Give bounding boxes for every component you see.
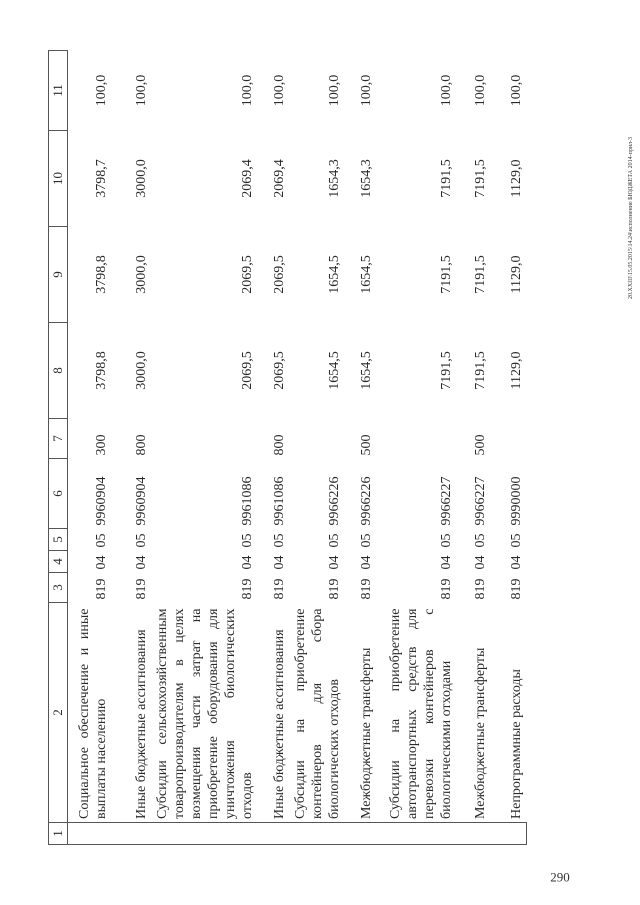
row-index-cell — [290, 823, 345, 845]
value-col-8: 7191,5 — [438, 351, 454, 390]
expense-name: Межбюджетные трансферты — [472, 647, 488, 819]
value-col-9: 2069,5 — [239, 255, 255, 294]
header-col-11: 11 — [49, 51, 68, 131]
value-col-9: 3798,8 — [93, 255, 109, 294]
code-expense-type: 500 — [358, 434, 374, 456]
code-expense-type — [377, 419, 457, 459]
value-col-8: 2069,5 — [271, 351, 287, 390]
row-index-cell — [68, 823, 112, 845]
expense-name: Субсидии на приобретение контейнеров для сбора биологических отходов — [292, 608, 342, 819]
code-subsection: 05 — [133, 533, 149, 548]
value-col-9: 1129,0 — [508, 255, 524, 294]
value-col-11: 100,0 — [358, 74, 374, 107]
value-col-10: 3798,7 — [93, 159, 109, 198]
expense-name: Субсидии сельскохозяйственным товаропроизводителям в целях возмещения части затрат на приобретение оборудования для уничтожения биологических отходов — [154, 608, 255, 819]
code-grbs: 819 — [438, 578, 454, 600]
code-subsection: 05 — [358, 533, 374, 548]
value-col-10: 2069,4 — [239, 159, 255, 198]
value-col-9: 3000,0 — [133, 255, 149, 294]
value-col-10: 2069,4 — [271, 159, 287, 198]
value-col-10: 3000,0 — [133, 159, 149, 198]
code-target: 9960904 — [93, 476, 109, 526]
value-col-10: 1129,0 — [508, 159, 524, 198]
code-grbs: 819 — [271, 578, 287, 600]
table-row — [68, 51, 112, 845]
row-index-cell — [345, 823, 377, 845]
value-col-11: 100,0 — [133, 74, 149, 107]
code-grbs: 819 — [239, 578, 255, 600]
value-col-10: 7191,5 — [438, 159, 454, 198]
table-row — [491, 51, 527, 845]
header-col-3: 3 — [49, 573, 68, 603]
code-section: 04 — [508, 555, 524, 570]
code-target: 9966226 — [358, 476, 374, 526]
code-grbs: 819 — [326, 578, 342, 600]
header-col-4: 4 — [49, 551, 68, 573]
code-target: 9961086 — [271, 476, 287, 526]
value-col-9: 7191,5 — [472, 255, 488, 294]
code-grbs: 819 — [133, 578, 149, 600]
header-row — [49, 51, 68, 845]
value-col-10: 1654,3 — [358, 159, 374, 198]
header-col-10: 10 — [49, 131, 68, 227]
code-subsection: 05 — [438, 533, 454, 548]
code-section: 04 — [93, 555, 109, 570]
header-col-5: 5 — [49, 529, 68, 551]
value-col-10: 7191,5 — [472, 159, 488, 198]
code-section: 04 — [472, 555, 488, 570]
value-col-8: 1654,5 — [358, 351, 374, 390]
value-col-9: 2069,5 — [271, 255, 287, 294]
expense-name: Социальное обеспечение и иные выплаты населению — [76, 608, 109, 819]
value-col-11: 100,0 — [508, 74, 524, 107]
value-col-8: 2069,5 — [239, 351, 255, 390]
value-col-9: 7191,5 — [438, 255, 454, 294]
code-section: 04 — [239, 555, 255, 570]
value-col-11: 100,0 — [239, 74, 255, 107]
row-index-cell — [258, 823, 290, 845]
code-subsection: 05 — [472, 533, 488, 548]
expense-name: Межбюджетные трансферты — [358, 647, 374, 819]
expense-name: Непрограммные расходы — [508, 669, 524, 819]
expense-name: Иные бюджетные ассигнования — [133, 629, 149, 819]
value-col-8: 1654,5 — [326, 351, 342, 390]
value-col-8: 3000,0 — [133, 351, 149, 390]
file-path-footer: 20.XXIII\15.05.2015\14.24\исполнение БЮДЖЕТА 2014-прил-3 — [628, 136, 634, 299]
table-row — [258, 51, 290, 845]
table-row — [290, 51, 345, 845]
value-col-8: 1129,0 — [508, 351, 524, 390]
code-expense-type: 800 — [133, 434, 149, 456]
code-target: 9966227 — [472, 476, 488, 526]
code-target: 9966227 — [438, 476, 454, 526]
code-grbs: 819 — [472, 578, 488, 600]
value-col-8: 7191,5 — [472, 351, 488, 390]
code-expense-type: 300 — [93, 434, 109, 456]
code-expense-type — [152, 419, 258, 459]
header-col-9: 9 — [49, 227, 68, 323]
code-expense-type — [491, 419, 527, 459]
code-subsection: 05 — [326, 533, 342, 548]
code-target: 9960904 — [133, 476, 149, 526]
page-number: 290 — [550, 869, 570, 885]
table-row — [377, 51, 457, 845]
code-target: 9966226 — [326, 476, 342, 526]
table-row — [152, 51, 258, 845]
row-index-cell — [152, 823, 258, 845]
value-col-11: 100,0 — [271, 74, 287, 107]
value-col-11: 100,0 — [472, 74, 488, 107]
row-index-cell — [457, 823, 491, 845]
code-target: 9990000 — [508, 476, 524, 526]
code-subsection: 05 — [239, 533, 255, 548]
header-col-1: 1 — [49, 823, 68, 845]
value-col-11: 100,0 — [326, 74, 342, 107]
code-expense-type — [290, 419, 345, 459]
row-index-cell — [377, 823, 457, 845]
header-col-7: 7 — [49, 419, 68, 459]
header-col-8: 8 — [49, 323, 68, 419]
code-subsection: 05 — [93, 533, 109, 548]
code-section: 04 — [438, 555, 454, 570]
code-expense-type: 500 — [472, 434, 488, 456]
value-col-11: 100,0 — [93, 74, 109, 107]
table-row — [457, 51, 491, 845]
row-index-cell — [491, 823, 527, 845]
value-col-10: 1654,3 — [326, 159, 342, 198]
value-col-9: 1654,5 — [358, 255, 374, 294]
code-expense-type: 800 — [271, 434, 287, 456]
header-col-6: 6 — [49, 459, 68, 529]
code-subsection: 05 — [271, 533, 287, 548]
code-grbs: 819 — [508, 578, 524, 600]
value-col-8: 3798,8 — [93, 351, 109, 390]
code-grbs: 819 — [93, 578, 109, 600]
row-index-cell — [112, 823, 152, 845]
header-col-2: 2 — [49, 603, 68, 823]
code-target: 9961086 — [239, 476, 255, 526]
code-grbs: 819 — [358, 578, 374, 600]
code-section: 04 — [326, 555, 342, 570]
expense-name: Субсидии на приобретение автотранспортных средств для перевозки контейнеров с биологическими отходами — [387, 608, 454, 819]
code-section: 04 — [133, 555, 149, 570]
table-row — [345, 51, 377, 845]
expense-name: Иные бюджетные ассигнования — [271, 629, 287, 819]
code-section: 04 — [271, 555, 287, 570]
value-col-11: 100,0 — [438, 74, 454, 107]
code-section: 04 — [358, 555, 374, 570]
code-subsection: 05 — [508, 533, 524, 548]
budget-table — [48, 50, 527, 845]
value-col-9: 1654,5 — [326, 255, 342, 294]
table-row — [112, 51, 152, 845]
